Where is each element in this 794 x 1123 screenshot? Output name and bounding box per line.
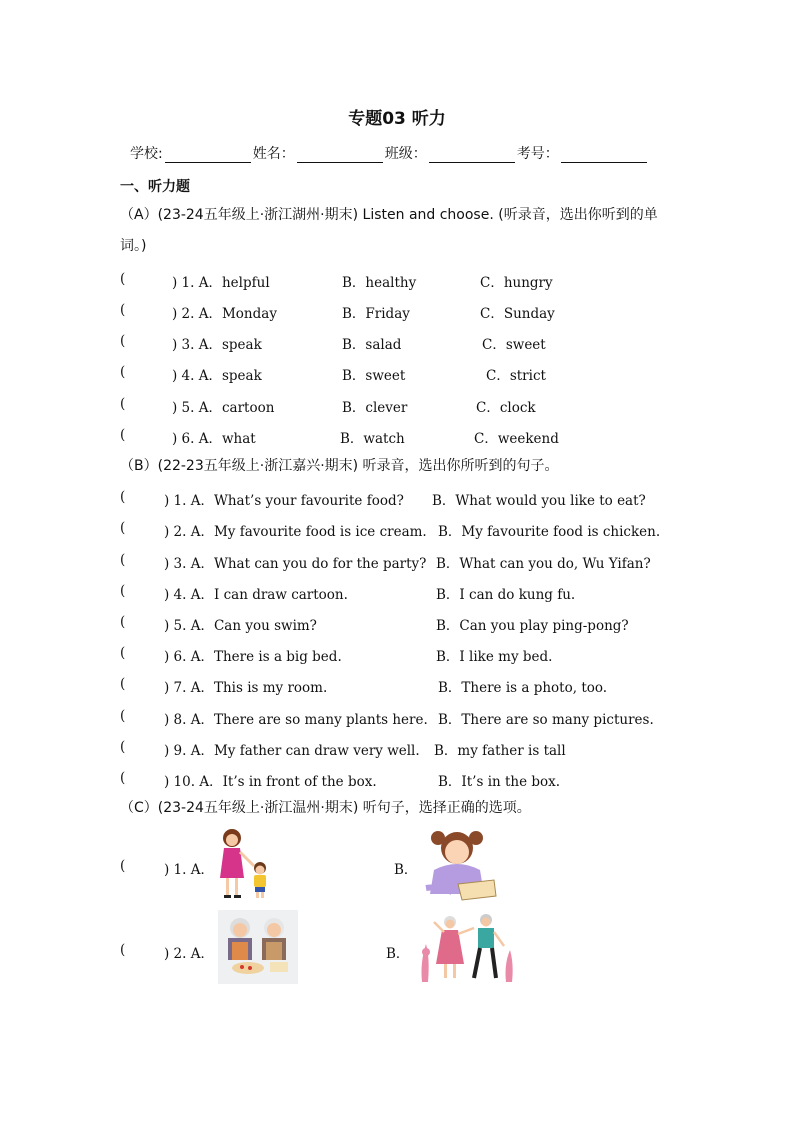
- option-b: B．my father is tall: [434, 743, 566, 759]
- part-b-instruction: （B）(22-23五年级上·浙江嘉兴·期末) 听录音，选出你所听到的句子。: [120, 458, 559, 474]
- option-a: ) 2. A．: [164, 946, 214, 962]
- mother-and-child-picture[interactable]: [214, 826, 274, 902]
- answer-paren[interactable]: (: [120, 427, 126, 443]
- number-blank[interactable]: [561, 146, 647, 163]
- part-b-question-9: [120, 739, 720, 759]
- option-a: ) 7. A．This is my room.: [164, 680, 328, 696]
- answer-paren[interactable]: (: [120, 676, 126, 692]
- option-a: ) 3. A．speak: [172, 337, 262, 353]
- answer-paren[interactable]: (: [120, 271, 126, 287]
- option-b: B．watch: [340, 431, 405, 447]
- option-b: B．Friday: [342, 306, 410, 322]
- option-b: B．There are so many pictures.: [438, 712, 654, 728]
- option-c: C．weekend: [474, 431, 559, 447]
- class-blank[interactable]: [429, 146, 515, 163]
- answer-paren[interactable]: (: [120, 942, 126, 958]
- name-label: 姓名：: [252, 146, 295, 162]
- part-b-question-7: [120, 676, 720, 696]
- answer-paren[interactable]: (: [120, 583, 126, 599]
- option-b: B．salad: [342, 337, 402, 353]
- option-a: ) 4. A．I can draw cartoon.: [164, 587, 348, 603]
- part-b-question-5: [120, 614, 720, 634]
- option-c: C．clock: [476, 400, 536, 416]
- option-b: B．My favourite food is chicken.: [438, 524, 661, 540]
- part-b-question-1: [120, 489, 720, 509]
- answer-paren[interactable]: (: [120, 708, 126, 724]
- answer-paren[interactable]: (: [120, 396, 126, 412]
- part-a-question-3: [120, 333, 720, 353]
- option-a: ) 1. A．helpful: [172, 275, 270, 291]
- option-b: B．Can you play ping-pong?: [436, 618, 629, 634]
- answer-paren[interactable]: (: [120, 364, 126, 380]
- answer-paren[interactable]: (: [120, 552, 126, 568]
- option-a: ) 3. A．What can you do for the party?: [164, 556, 427, 572]
- part-b-question-10: [120, 770, 720, 790]
- answer-paren[interactable]: (: [120, 645, 126, 661]
- option-b: B．What can you do, Wu Yifan?: [436, 556, 651, 572]
- option-b: B．sweet: [342, 368, 406, 384]
- part-a-question-2: [120, 302, 720, 322]
- part-c-instruction: （C）(23-24五年级上·浙江温州·期末) 听句子，选择正确的选项。: [120, 800, 531, 816]
- student-info-line: [130, 143, 649, 163]
- option-a: ) 6. A．There is a big bed.: [164, 649, 342, 665]
- part-a-instruction: （A）(23-24五年级上·浙江湖州·期末) Listen and choose. (听录音，选出你听到的单词。): [120, 207, 658, 254]
- part-b-question-8: [120, 708, 720, 728]
- option-a: ) 4. A．speak: [172, 368, 262, 384]
- answer-paren[interactable]: (: [120, 520, 126, 536]
- part-b-question-6: [120, 645, 720, 665]
- part-a-question-6: [120, 427, 720, 447]
- option-b: B．healthy: [342, 275, 417, 291]
- answer-paren[interactable]: (: [120, 614, 126, 630]
- section-heading: 一、听力题: [120, 179, 190, 195]
- answer-paren[interactable]: (: [120, 302, 126, 318]
- option-a: ) 2. A．Monday: [172, 306, 277, 322]
- option-c: C．strict: [486, 368, 546, 384]
- option-a: ) 5. A．cartoon: [172, 400, 275, 416]
- option-a: ) 9. A．My father can draw very well.: [164, 743, 420, 759]
- option-b: B．There is a photo, too.: [438, 680, 608, 696]
- class-label: 班级：: [384, 146, 427, 162]
- name-blank[interactable]: [297, 146, 383, 163]
- grandparents-dancing-picture[interactable]: [416, 912, 516, 984]
- option-a: ) 1. A．What’s your favourite food?: [164, 493, 404, 509]
- option-c: C．Sunday: [480, 306, 555, 322]
- option-a: ) 10. A．It’s in front of the box.: [164, 774, 377, 790]
- option-c: C．hungry: [480, 275, 553, 291]
- option-b: B．clever: [342, 400, 408, 416]
- school-label: 学校:: [130, 146, 163, 162]
- option-b: B．It’s in the box.: [438, 774, 561, 790]
- number-label: 考号：: [516, 146, 559, 162]
- part-b-question-3: [120, 552, 720, 572]
- answer-paren[interactable]: (: [120, 489, 126, 505]
- part-a-question-4: [120, 364, 720, 384]
- option-b: B．I like my bed.: [436, 649, 553, 665]
- part-b-question-4: [120, 583, 720, 603]
- answer-paren[interactable]: (: [120, 770, 126, 786]
- option-b: B．I can do kung fu.: [436, 587, 576, 603]
- option-a: ) 6. A．what: [172, 431, 256, 447]
- girl-reading-picture[interactable]: [418, 826, 498, 902]
- answer-paren[interactable]: (: [120, 858, 126, 874]
- option-a: ) 5. A．Can you swim?: [164, 618, 317, 634]
- option-a: ) 2. A．My favourite food is ice cream.: [164, 524, 427, 540]
- option-b: B．: [394, 862, 418, 878]
- option-b: B．What would you like to eat?: [432, 493, 646, 509]
- option-c: C．sweet: [482, 337, 546, 353]
- option-a: ) 8. A．There are so many plants here.: [164, 712, 428, 728]
- grandparents-cooking-picture[interactable]: [218, 910, 298, 984]
- answer-paren[interactable]: (: [120, 739, 126, 755]
- part-b-question-2: [120, 520, 720, 540]
- part-a-question-5: [120, 396, 720, 416]
- page-title: 专题03 听力: [348, 109, 446, 129]
- option-a: ) 1. A．: [164, 862, 214, 878]
- part-a-question-1: [120, 271, 720, 291]
- school-blank[interactable]: [165, 146, 251, 163]
- answer-paren[interactable]: (: [120, 333, 126, 349]
- option-b: B．: [386, 946, 410, 962]
